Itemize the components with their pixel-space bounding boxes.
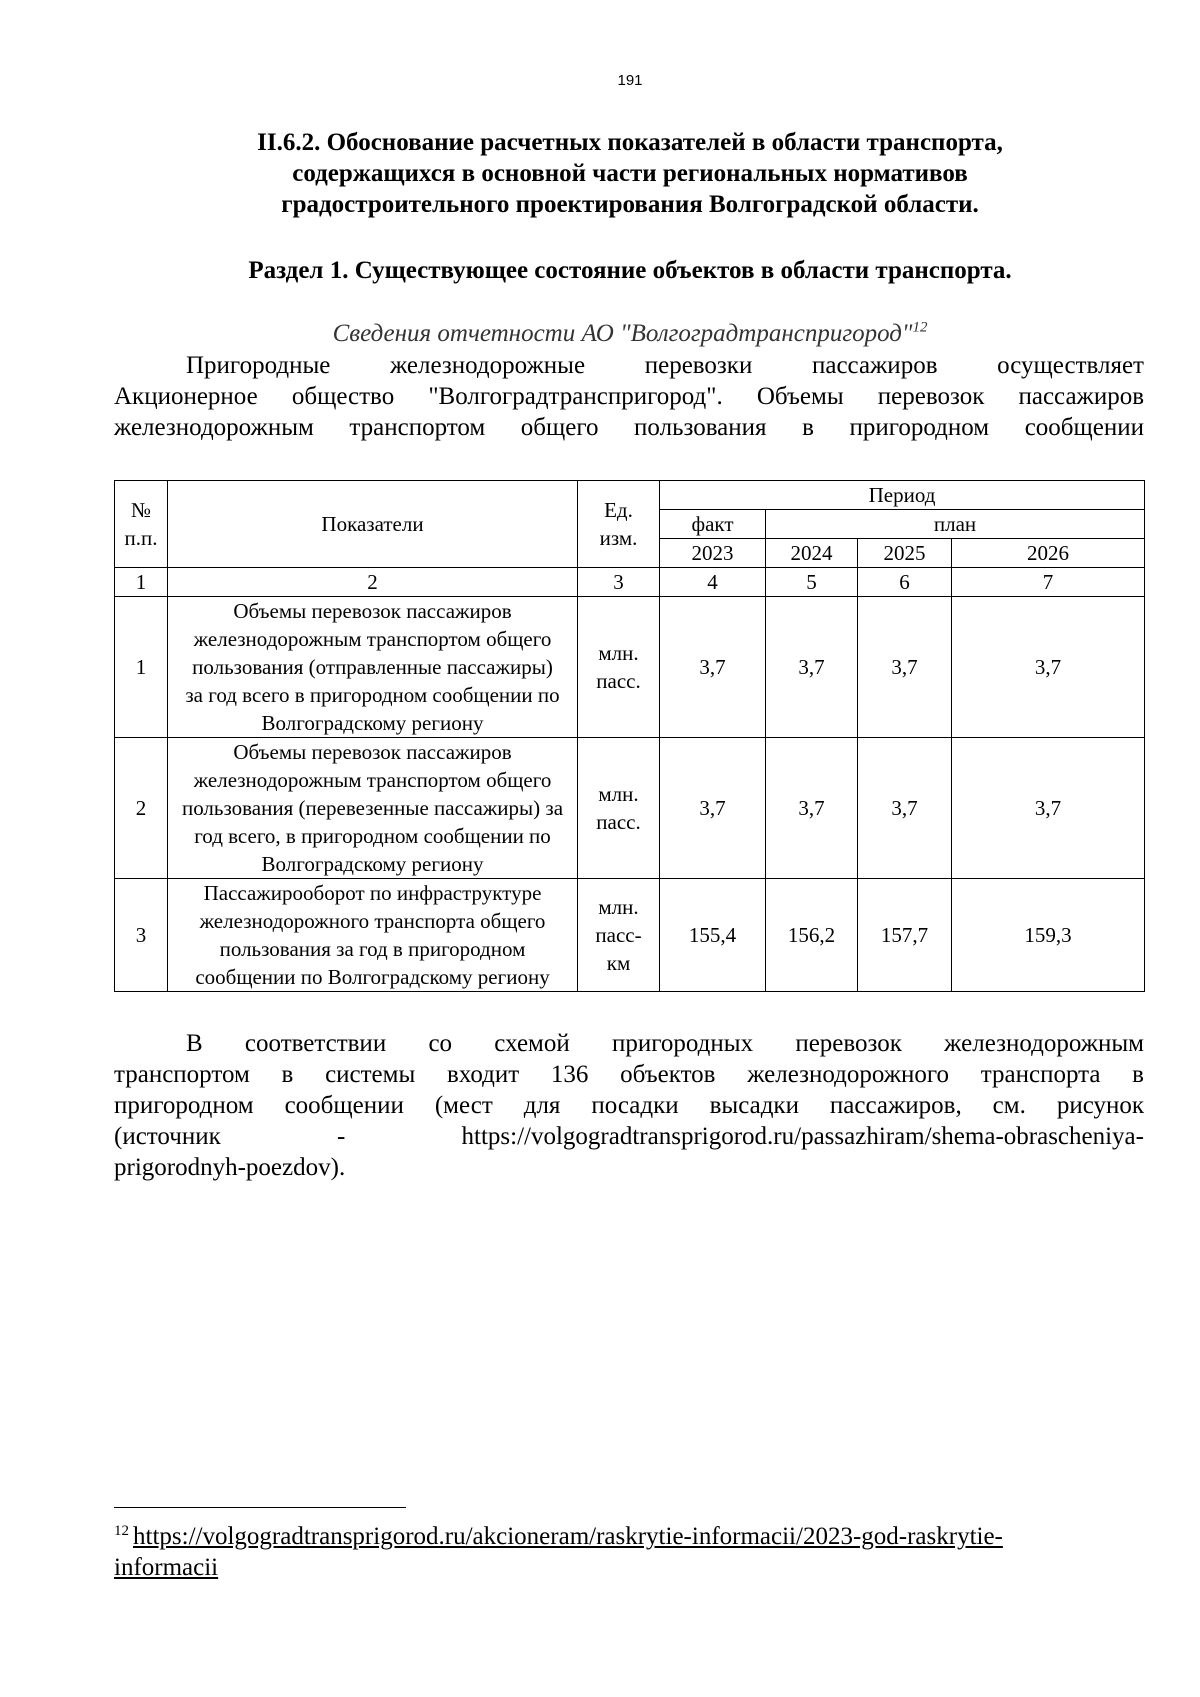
intro-line: железнодорожным транспортом общего пользования в пригородном сообщении (114, 414, 1144, 441)
scheme-paragraph (114, 1028, 1144, 1183)
footnote-link[interactable]: https://volgogradtransprigorod.ru/akcioneram/raskrytie-informacii/2023-god-raskrytie- (133, 1523, 1003, 1550)
row-value: 3,7 (660, 597, 766, 738)
row-num: 2 (115, 738, 168, 879)
row-value: 155,4 (660, 879, 766, 992)
row-value: 156,2 (766, 879, 858, 992)
row-num: 1 (115, 597, 168, 738)
column-number: 7 (952, 568, 1145, 597)
paragraph-line (114, 1121, 1144, 1152)
header-unit: Ед. изм. (578, 481, 660, 568)
paragraph-line: пригородном сообщении (мест для посадки высадки пассажиров, см. рисунок (114, 1092, 1144, 1119)
row-unit: млн. пасс. (578, 738, 660, 879)
column-number: 4 (660, 568, 766, 597)
row-value: 3,7 (952, 597, 1145, 738)
row-value: 3,7 (858, 738, 952, 879)
main-heading (150, 127, 1110, 220)
header-year: 2023 (660, 539, 766, 568)
intro-line: Акционерное общество "Волгоградтранспригород". Объемы перевозок пассажиров (114, 383, 1144, 410)
row-unit: млн. пасс- км (578, 879, 660, 992)
paragraph-line: транспортом в системы входит 136 объектов железнодорожного транспорта в (114, 1061, 1144, 1088)
heading-line: II.6.2. Обоснование расчетных показателей в области транспорта, (257, 129, 1003, 156)
row-indicator: Объемы перевозок пассажиров железнодорожным транспортом общего пользования (отправленные пассажиры) за год всего в пригородном сообщении по Волгоградскому региону (168, 597, 578, 738)
footnote-link-cont[interactable]: informacii (114, 1554, 219, 1581)
row-value: 3,7 (952, 738, 1145, 879)
heading-line: градостроительного проектирования Волгоградской области. (281, 191, 979, 218)
heading-line: содержащихся в основной части региональных нормативов (292, 160, 968, 187)
dash: - (336, 1123, 346, 1150)
paragraph-line: В соответствии со схемой пригородных перевозок железнодорожным (186, 1030, 1144, 1057)
column-number: 1 (115, 568, 168, 597)
column-number-row (115, 568, 1145, 597)
header-period: Период (660, 481, 1145, 510)
intro-paragraph (114, 350, 1144, 443)
row-num: 3 (115, 879, 168, 992)
row-value: 3,7 (766, 597, 858, 738)
footnote (114, 1521, 1144, 1583)
intro-line: Пригородные железнодорожные перевозки пассажиров осуществляет (186, 352, 1144, 379)
source-caption (150, 318, 1110, 349)
row-value: 159,3 (952, 879, 1145, 992)
row-value: 3,7 (766, 738, 858, 879)
passenger-traffic-table (114, 480, 1145, 992)
header-year: 2026 (952, 539, 1145, 568)
source-caption-text: Сведения отчетности АО "Волгоградтранспригород" (332, 320, 913, 347)
header-indicator: Показатели (168, 481, 578, 568)
row-value: 157,7 (858, 879, 952, 992)
header-row (115, 481, 1145, 510)
footnote-number: 12 (114, 1522, 129, 1539)
scheme-url[interactable]: https://volgogradtransprigorod.ru/passazhiram/shema-obrascheniya- (461, 1123, 1144, 1150)
section-title: Раздел 1. Существующее состояние объектов в области транспорта. (248, 257, 1012, 284)
table-row (115, 738, 1145, 879)
header-year: 2025 (858, 539, 952, 568)
column-number: 6 (858, 568, 952, 597)
page-number: 191 (617, 72, 643, 89)
row-value: 3,7 (660, 738, 766, 879)
table-row (115, 597, 1145, 738)
footnote-separator (114, 1507, 406, 1508)
source-word: (источник (114, 1123, 221, 1150)
header-year: 2024 (766, 539, 858, 568)
column-number: 2 (168, 568, 578, 597)
row-indicator: Пассажирооборот по инфраструктуре железнодорожного транспорта общего пользования за год в пригородном сообщении по Волгоградскому региону (168, 879, 578, 992)
column-number: 5 (766, 568, 858, 597)
table-row (115, 879, 1145, 992)
footnote-ref[interactable]: 12 (912, 319, 928, 336)
paragraph-line: prigorodnyh-poezdov). (114, 1154, 346, 1181)
row-unit: млн. пасс. (578, 597, 660, 738)
header-plan: план (766, 510, 1145, 539)
row-value: 3,7 (858, 597, 952, 738)
row-indicator: Объемы перевозок пассажиров железнодорожным транспортом общего пользования (перевезенные пассажиры) за год всего, в пригородном сообщении по Волгоградскому региону (168, 738, 578, 879)
column-number: 3 (578, 568, 660, 597)
header-fact: факт (660, 510, 766, 539)
header-num: № п.п. (115, 481, 168, 568)
